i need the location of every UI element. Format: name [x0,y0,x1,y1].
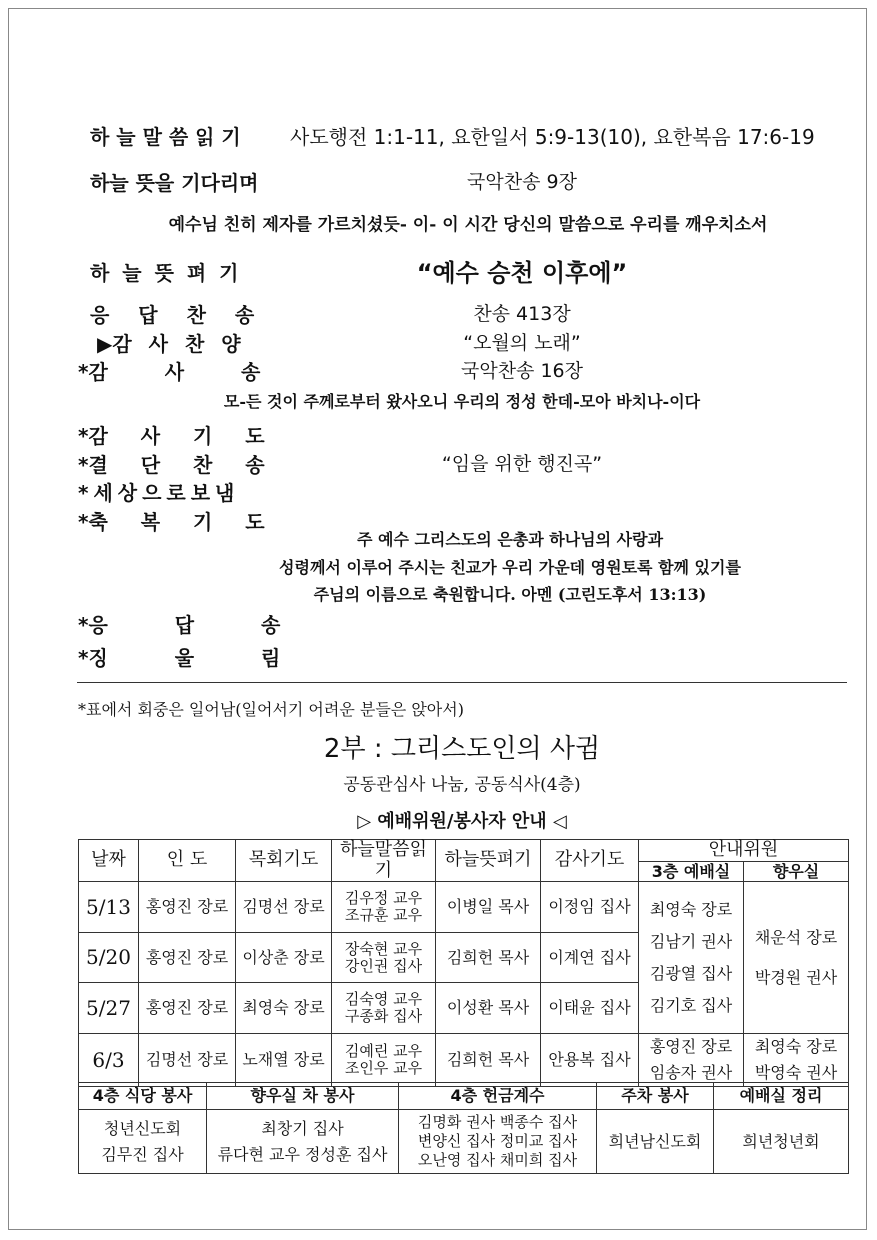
header-cleanup: 예배실 정리 [714,1083,849,1110]
sending-label: *세상으로보냄 [78,481,240,505]
header-thanks-prayer: 감사기도 [541,840,639,882]
header-date: 날짜 [79,840,139,882]
offering-service [399,1110,597,1174]
part2-title: 2부 : 그리스도인의 사귐 [323,734,601,764]
header-sermon: 하늘뜻펴기 [436,840,541,882]
row-leader: 김명선 장로 [139,1034,236,1087]
reader-2: 조인우 교우 [344,1059,423,1078]
staff-heading: ▷ 예배위원/봉사자 안내 ◁ [357,811,567,832]
thanks-praise-value: “오월의 노래” [463,332,581,354]
header-3f-sanctuary: 3층 예배실 [639,862,744,882]
row-sermon: 김희헌 목사 [436,1034,541,1087]
row-leader: 홍영진 장로 [139,882,236,933]
header-ushers: 안내위원 [639,840,849,862]
row-reading [332,933,436,983]
waiting-label: 하늘 뜻을 기다리며 [90,171,259,195]
usher: 김기호 집사 [649,995,733,1015]
benediction-line-1: 주 예수 그리스도의 은총과 하나님의 사랑과 [356,530,664,549]
reading-value: 사도행전 1:1-11, 요한일서 5:9-13(10), 요한복음 17:6-19 [290,125,815,149]
row-reading [332,882,436,933]
row-thanks: 안용복 집사 [541,1034,639,1087]
reader-2: 강인권 집사 [344,956,423,975]
header-offering: 4층 헌금계수 [399,1083,597,1110]
row-date: 5/13 [79,882,139,933]
benediction-line-2: 성령께서 이루어 주시는 친교가 우리 가운데 영원토록 함께 있기를 [279,558,741,577]
service-line: 김명화 권사 백종수 집사 [417,1113,578,1131]
row-leader: 홍영진 장로 [139,933,236,983]
thanks-praise-label: ▶감 사 찬 양 [97,332,241,356]
header-parking: 주차 봉사 [597,1083,714,1110]
table-row [79,882,849,933]
usher: 박영숙 권사 [754,1063,838,1083]
usher: 박경원 권사 [754,967,838,987]
header-pastoral-prayer: 목회기도 [236,840,332,882]
cleanup-service: 희년청년회 [714,1110,849,1174]
part2-subtitle: 공동관심사 나눔, 공동식사(4층) [343,775,581,795]
table-row [79,1034,849,1087]
ushers-hyangu [744,882,849,1034]
thanks-lyric: 모-든 것이 주께로부터 왔사오니 우리의 정성 한데-모아 바치나-이다 [223,392,701,411]
bell-label: *징 울 림 [78,646,281,670]
reader-1: 김숙영 교우 [344,990,423,1009]
resolution-value: “임을 위한 행진곡” [441,453,603,475]
header-cafeteria: 4층 식당 봉사 [79,1083,207,1110]
service-line: 최창기 집사 [261,1118,344,1138]
response-label: 응 답 찬 송 [90,303,255,327]
row-prayer: 노재열 장로 [236,1034,332,1087]
reader-1: 김예린 교우 [344,1042,423,1061]
service-line: 김무진 집사 [101,1144,184,1164]
row-thanks: 이계연 집사 [541,933,639,983]
waiting-value: 국악찬송 9장 [467,171,577,193]
thanks-song-value: 국악찬송 16장 [461,360,583,382]
header-reading: 하늘말씀읽기 [332,840,436,882]
reading-label: 하 늘 말 씀 읽 기 [90,125,241,149]
row-prayer: 최영숙 장로 [236,983,332,1034]
standing-note: *표에서 회중은 일어남(일어서기 어려운 분들은 앉아서) [78,700,464,719]
ushers-3f-last [639,1034,744,1087]
header-tea: 향우실 차 봉사 [207,1083,399,1110]
service-line: 오난영 집사 채미희 집사 [417,1151,578,1169]
usher: 최영숙 장로 [754,1037,838,1057]
row-reading [332,1034,436,1087]
usher: 최영숙 장로 [649,899,733,919]
row-prayer: 김명선 장로 [236,882,332,933]
parking-service: 희년남신도회 [597,1110,714,1174]
sermon-label: 하 늘 뜻 펴 기 [90,261,239,285]
response-value: 찬송 413장 [473,303,571,325]
thanks-song-label: *감 사 송 [78,360,261,384]
row-reading [332,983,436,1034]
row-sermon: 이성환 목사 [436,983,541,1034]
cafeteria-service [79,1110,207,1174]
benediction-label: *축 복 기 도 [78,510,265,534]
usher: 채운석 장로 [754,927,838,947]
resolution-label: *결 단 찬 송 [78,453,265,477]
benediction-line-3: 주님의 이름으로 축원합니다. 아멘 (고린도후서 13:13) [313,585,707,604]
divider [77,682,847,683]
row-sermon: 이병일 목사 [436,882,541,933]
reader-2: 조규훈 교우 [344,906,423,925]
waiting-lyric: 예수님 친히 제자를 가르치셨듯- 이- 이 시간 당신의 말씀으로 우리를 깨우치소서 [168,215,768,235]
reader-2: 구종화 집사 [344,1007,423,1026]
row-thanks: 이정임 집사 [541,882,639,933]
tea-service [207,1110,399,1174]
header-leader: 인 도 [139,840,236,882]
row-date: 6/3 [79,1034,139,1087]
row-prayer: 이상춘 장로 [236,933,332,983]
service-line: 류다현 교우 정성훈 집사 [217,1144,388,1164]
row-date: 5/27 [79,983,139,1034]
usher: 김남기 권사 [649,931,733,951]
usher: 홍영진 장로 [649,1037,733,1057]
thanks-prayer-label: *감 사 기 도 [78,424,265,448]
ushers-hyangu-last [744,1034,849,1087]
service-line: 변양신 집사 정미교 집사 [417,1132,578,1150]
service-line: 청년신도회 [103,1118,182,1138]
sermon-title: “예수 승천 이후에” [416,259,628,287]
header-hyangu: 향우실 [744,862,849,882]
response-song-label: *응 답 송 [78,613,281,637]
usher: 김광열 집사 [649,963,733,983]
row-sermon: 김희헌 목사 [436,933,541,983]
staff-table [78,839,849,1087]
service-table [78,1082,849,1174]
row-date: 5/20 [79,933,139,983]
row-leader: 홍영진 장로 [139,983,236,1034]
ushers-3f [639,882,744,1034]
usher: 임송자 권사 [649,1063,733,1083]
row-thanks: 이태윤 집사 [541,983,639,1034]
reader-1: 장숙현 교우 [344,939,423,958]
reader-1: 김우정 교우 [344,889,423,908]
